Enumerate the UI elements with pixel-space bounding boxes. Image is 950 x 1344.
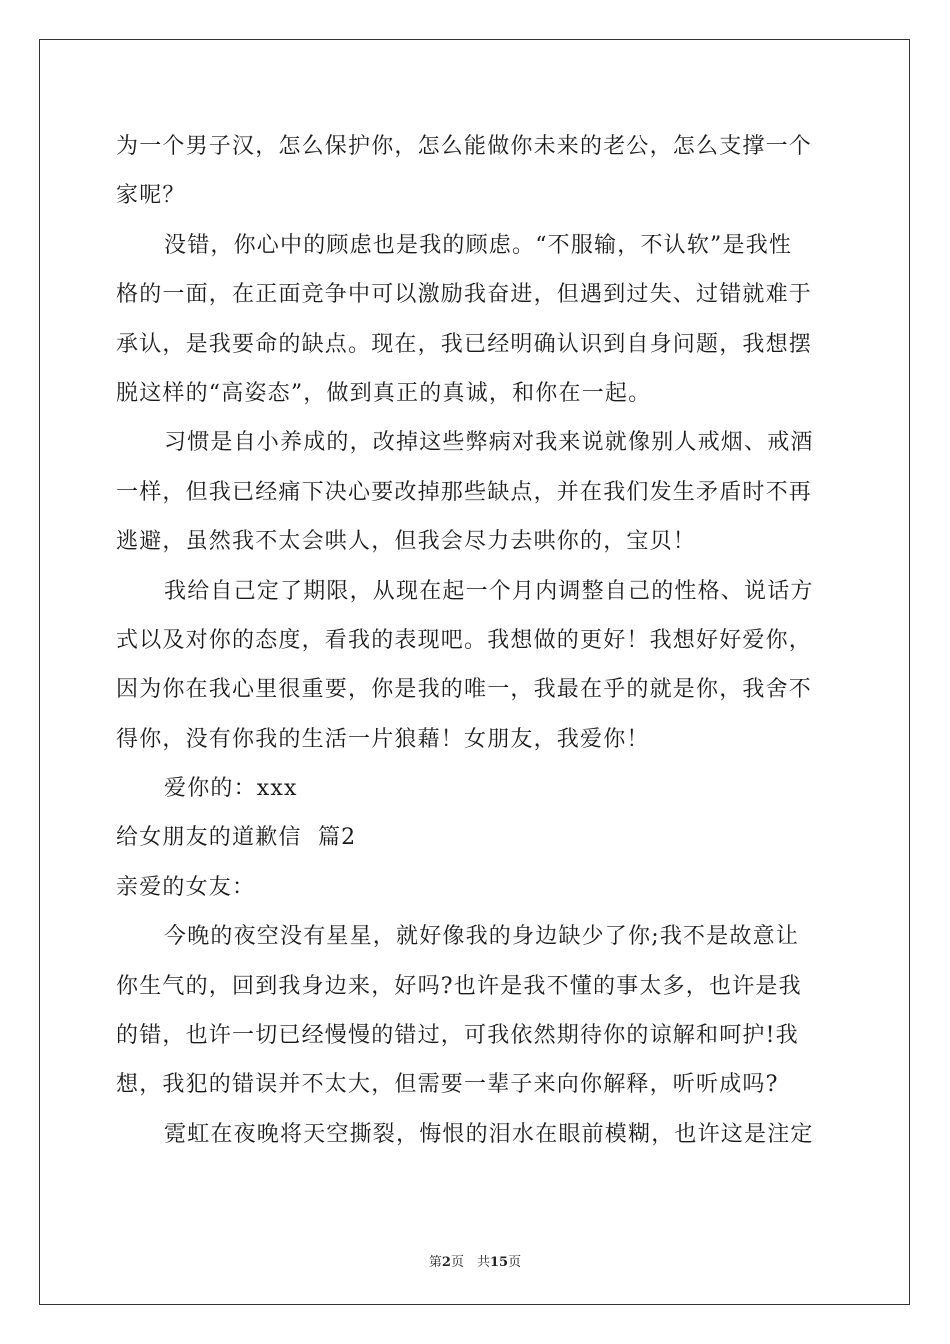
paragraph-start: 没错，你心中的顾虑也是我的顾虑。“不服输，不认软”是我性 — [164, 232, 793, 258]
footer-suffix: 页 — [508, 1255, 522, 1270]
text-line: 式以及对你的态度，看我的表现吧。我想做的更好！我想好好爱你， — [116, 627, 813, 653]
text-line: 承认，是我要命的缺点。现在，我已经明确认识到自身问题，我想摆 — [116, 331, 813, 357]
footer-mid: 页 共 — [450, 1255, 490, 1270]
footer-prefix: 第 — [428, 1255, 442, 1270]
text-line: 家呢？ — [116, 183, 186, 209]
paragraph-start: 我给自己定了期限，从现在起一个月内调整自己的性格、说话方 — [164, 578, 814, 604]
signature-line: 爱你的：xxx — [164, 776, 298, 802]
text-line: 一样，但我已经痛下决心要改掉那些缺点，并在我们发生矛盾时不再 — [116, 479, 813, 505]
page-footer — [0, 1251, 950, 1270]
total-page-count: 15 — [489, 1255, 509, 1270]
text-line: 想，我犯的错误并不太大，但需要一辈子来向你解释，听听成吗? — [116, 1072, 779, 1098]
document-body — [116, 122, 836, 1159]
salutation: 亲爱的女友： — [116, 874, 256, 900]
paragraph-start: 今晚的夜空没有星星，就好像我的身边缺少了你;我不是故意让 — [164, 924, 800, 950]
text-line: 格的一面，在正面竞争中可以激励我奋进，但遇到过失、过错就难于 — [116, 282, 813, 308]
paragraph-start: 霓虹在夜晚将天空撕裂，悔恨的泪水在眼前模糊，也许这是注定 — [164, 1121, 814, 1147]
text-line: 因为你在我心里很重要，你是我的唯一，我最在乎的就是你，我舍不 — [116, 677, 813, 703]
text-line: 脱这样的“高姿态”，做到真正的真诚，和你在一起。 — [116, 380, 652, 406]
section-heading: 给女朋友的道歉信 篇2 — [116, 825, 357, 851]
text-line: 得你，没有你我的生活一片狼藉！女朋友，我爱你！ — [116, 726, 650, 752]
current-page-number: 2 — [441, 1255, 451, 1270]
paragraph-start: 习惯是自小养成的，改掉这些弊病对我来说就像别人戒烟、戒酒 — [164, 430, 814, 456]
text-line: 为一个男子汉，怎么保护你，怎么能做你未来的老公，怎么支撑一个 — [116, 134, 813, 159]
text-line: 逃避，虽然我不太会哄人，但我会尽力去哄你的，宝贝！ — [116, 529, 697, 555]
text-line: 的错，也许一切已经慢慢的错过，可我依然期待你的谅解和呵护!我 — [116, 1023, 799, 1049]
text-line: 你生气的，回到我身边来，好吗?也许是我不懂的事太多，也许是我 — [116, 973, 802, 999]
